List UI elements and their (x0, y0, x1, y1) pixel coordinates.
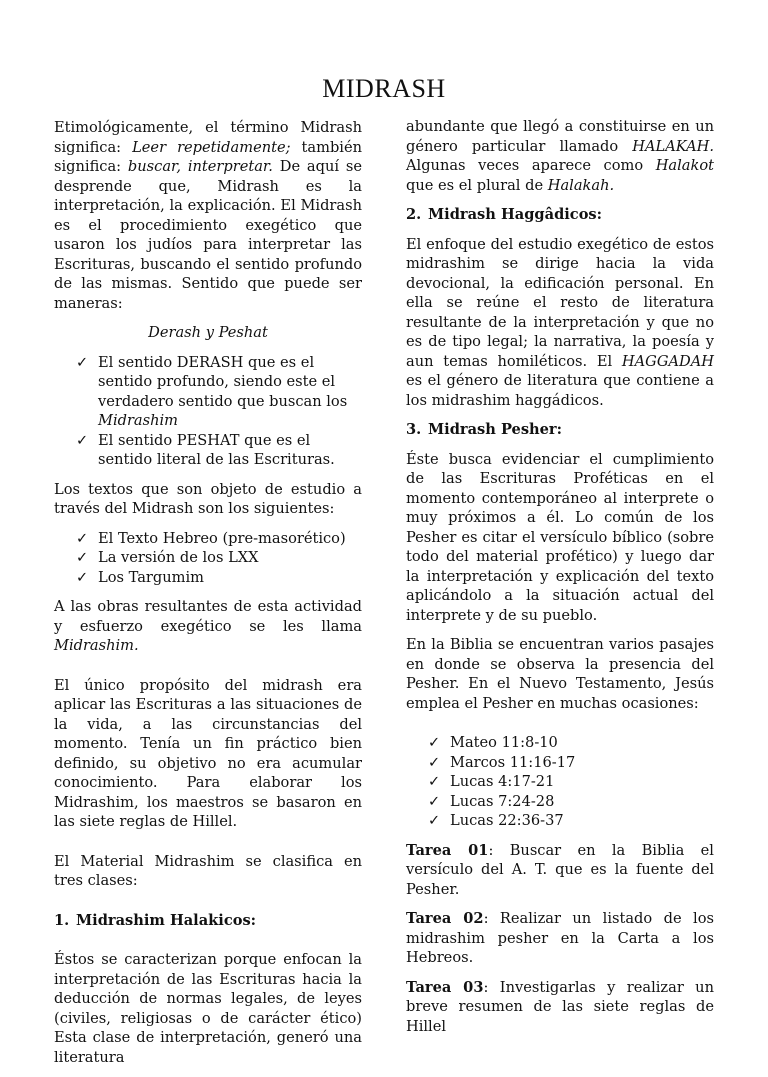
section-number: 2. (406, 206, 422, 223)
continuation-text: abundante que llegó a constituirse en un género particular llamado (406, 118, 714, 155)
checkmark-icon: ✓ (428, 792, 441, 810)
task-text: : Buscar en la Biblia el versículo del A. T. que es la fuente del Pesher. (406, 841, 714, 898)
senses-subtitle: Derash y Peshat (148, 324, 268, 341)
task-text: : Realizar un listado de los midrashim pesher en la Carta a los Hebreos. (406, 910, 714, 966)
intro-emphasis: buscar, interpretar. (127, 158, 273, 175)
task-label: Tarea 03 (406, 978, 484, 996)
list-item-text: El sentido PESHAT que es el sentido literal de las Escrituras. (98, 431, 335, 468)
checkmark-icon: ✓ (76, 568, 89, 586)
list-item (406, 733, 714, 753)
continuation-emphasis: Halakah. (547, 176, 615, 194)
section-label: Midrashim Halakicos: (76, 911, 257, 929)
list-item (406, 792, 714, 812)
texts-intro-paragraph: Los textos que son objeto de estudio a través del Midrash son los siguientes: (54, 480, 362, 517)
continuation-text: Algunas veces aparece como (406, 157, 656, 174)
continuation-emphasis: HALAKAH. (632, 137, 714, 155)
list-item (54, 353, 362, 431)
task-text: : Investigarlas y realizar un breve resumen de las siete reglas de Hillel (406, 978, 714, 1035)
list-item (406, 753, 714, 773)
halakicos-paragraph: Éstos se caracterizan porque enfocan la interpretación de las Escrituras hacia la deducción de normas legales, de leyes (civiles, religiosas o de carácter ético) Esta clase de interpretación, generó una literatura (54, 951, 362, 1066)
task-02 (406, 909, 714, 968)
left-column (54, 118, 362, 1077)
section-label: Midrash Haggâdicos: (428, 206, 603, 223)
bible-paragraph: En la Biblia se encuentran varios pasajes en donde se observa la presencia del Pesher. En el Nuevo Testamento, Jesús emplea el Pesher en muchas ocasiones: (406, 636, 714, 712)
senses-list (54, 353, 362, 470)
intro-text: Etimológicamente, el término Midrash significa: (54, 119, 362, 156)
checkmark-icon: ✓ (428, 773, 441, 790)
intro-paragraph (54, 118, 362, 313)
list-item-emphasis: Midrashim (98, 412, 179, 429)
section-heading-haggadicos (406, 205, 714, 225)
continuation-text: que es el plural de (406, 176, 548, 194)
right-column (406, 117, 714, 1046)
checkmark-icon: ✓ (428, 753, 441, 771)
checkmark-icon: ✓ (76, 353, 89, 371)
checkmark-icon: ✓ (76, 529, 89, 547)
haggadicos-paragraph (406, 235, 714, 411)
list-item (406, 772, 714, 792)
checkmark-icon: ✓ (76, 431, 89, 449)
reference-text: Marcos 11:16-17 (450, 753, 576, 771)
list-item (54, 568, 362, 588)
section-number: 3. (406, 421, 422, 438)
works-paragraph (54, 597, 362, 656)
halakah-continuation (406, 117, 714, 195)
continuation-emphasis: Halakot (655, 157, 714, 174)
haggadicos-text: El enfoque del estudio exegético de estos midrashim se dirige hacia la vida devocional, la edificación personal. En ella se reúne el resto de literatura resultante de la interpretación y que no es de tipo legal; la narrativa, la poesía y aun temas homiléticos. El (406, 235, 714, 370)
list-item (54, 548, 362, 568)
works-text: A las obras resultantes de esta actividad y esfuerzo exegético se les llama (54, 598, 362, 635)
list-item (406, 811, 714, 831)
intro-text: también significa: (54, 138, 362, 175)
section-number: 1. (54, 911, 70, 929)
page-title: MIDRASH (322, 74, 446, 103)
pesher-paragraph: Éste busca evidenciar el cumplimiento de las Escrituras Proféticas en el momento contemporáneo al interprete o muy próximos a él. Lo común de los Pesher es citar el versículo bíblico (sobre todo del material profético) y luego dar la interpretación y explicación del texto aplicándolo a la situación actual del interprete y de su pueblo. (406, 450, 714, 624)
task-01 (406, 841, 714, 900)
task-03 (406, 978, 714, 1037)
list-item-text: El Texto Hebreo (pre-masorético) (98, 529, 346, 547)
haggadicos-emphasis: HAGGADAH (621, 352, 714, 370)
works-emphasis: Midrashim. (54, 637, 139, 654)
section-label: Midrash Pesher: (428, 421, 563, 438)
list-item-text: La versión de los LXX (98, 549, 259, 566)
checkmark-icon: ✓ (76, 549, 89, 566)
list-item (54, 431, 362, 470)
task-label: Tarea 02 (406, 910, 484, 927)
checkmark-icon: ✓ (428, 812, 441, 829)
section-heading-halakicos (54, 911, 362, 931)
classes-paragraph: El Material Midrashim se clasifica en tres clases: (54, 852, 362, 889)
references-list (406, 733, 714, 831)
intro-text: De aquí se desprende que, Midrash es la interpretación, la explicación. El Midrash es el procedimiento exegético que usaron los judíos para interpretar las Escrituras, buscando el sentido profundo de las mismas. Sentido que puede ser maneras: (54, 158, 362, 312)
list-item-text: Los Targumim (98, 568, 204, 586)
checkmark-icon: ✓ (428, 734, 441, 751)
reference-text: Lucas 7:24-28 (450, 792, 555, 810)
reference-text: Mateo 11:8-10 (450, 734, 558, 751)
purpose-paragraph: El único propósito del midrash era aplicar las Escrituras a las situaciones de la vida, a las circunstancias del momento. Tenía un fin práctico bien definido, su objetivo no era acumular conocimiento. Para elaborar los Midrashim, los maestros se basaron en las siete reglas de Hillel. (54, 676, 362, 830)
list-item (54, 529, 362, 549)
reference-text: Lucas 22:36-37 (450, 812, 564, 829)
reference-text: Lucas 4:17-21 (450, 773, 555, 790)
list-item-text: El sentido DERASH que es el sentido profundo, siendo este el verdadero sentido que buscan los (98, 353, 348, 410)
section-heading-pesher (406, 420, 714, 440)
texts-list (54, 529, 362, 588)
task-label: Tarea 01 (406, 841, 489, 859)
haggadicos-text: es el género de literatura que contiene a los midrashim haggádicos. (406, 372, 714, 409)
intro-emphasis: Leer repetidamente; (132, 138, 291, 156)
